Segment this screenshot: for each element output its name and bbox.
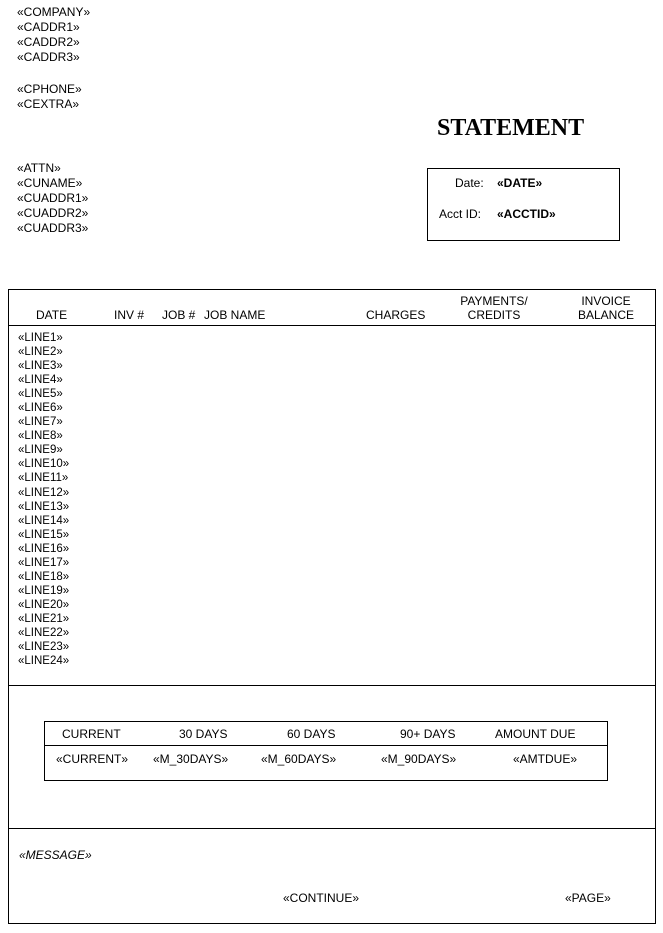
- line-item: «LINE19»: [18, 584, 70, 597]
- line-item: «LINE4»: [18, 374, 63, 387]
- line-item: «LINE12»: [18, 486, 70, 499]
- company-name: «COMPANY»: [17, 5, 91, 19]
- company-extra: «CEXTRA»: [17, 97, 80, 111]
- customer-block: [17, 161, 88, 236]
- aging-header-current: CURRENT: [62, 727, 121, 741]
- aging-box: [44, 721, 608, 781]
- line-item: «LINE24»: [18, 655, 70, 668]
- aging-header-90: 90+ DAYS: [400, 727, 456, 741]
- col-header-balance-line1: INVOICE: [581, 294, 631, 308]
- col-header-payments: [454, 294, 534, 322]
- aging-header-30: 30 DAYS: [179, 727, 228, 741]
- line-item: «LINE3»: [18, 360, 63, 373]
- col-header-charges: CHARGES: [366, 308, 426, 322]
- acct-label: Acct ID:: [439, 207, 482, 221]
- date-label: Date:: [455, 176, 484, 190]
- customer-address-3: «CUADDR3»: [17, 221, 89, 235]
- customer-address-2: «CUADDR2»: [17, 206, 89, 220]
- aging-value-current: «CURRENT»: [56, 752, 129, 766]
- aging-divider: [45, 745, 607, 746]
- header-divider: [9, 325, 655, 326]
- line-item: «LINE20»: [18, 598, 70, 611]
- message: «MESSAGE»: [19, 848, 92, 862]
- col-header-inv: INV #: [114, 308, 145, 322]
- line-item: «LINE17»: [18, 556, 70, 569]
- customer-name: «CUNAME»: [17, 176, 83, 190]
- aging-value-60: «M_60DAYS»: [261, 752, 337, 766]
- company-contact: [17, 82, 82, 112]
- line-item: «LINE2»: [18, 346, 63, 359]
- line-item: «LINE14»: [18, 514, 70, 527]
- line-item: «LINE10»: [18, 458, 70, 471]
- acct-value: «ACCTID»: [497, 207, 556, 221]
- line-item: «LINE6»: [18, 402, 63, 415]
- aging-header-amount: AMOUNT DUE: [495, 727, 576, 741]
- line-item: «LINE13»: [18, 500, 70, 513]
- line-item: «LINE8»: [18, 430, 63, 443]
- col-header-job: JOB #: [162, 308, 196, 322]
- customer-attn: «ATTN»: [17, 161, 61, 175]
- col-header-payments-line2: CREDITS: [467, 308, 521, 322]
- company-address-2: «CADDR2»: [17, 35, 80, 49]
- lines-divider: [9, 685, 655, 686]
- company-block: [17, 5, 90, 65]
- line-item: «LINE22»: [18, 626, 70, 639]
- statement-table-frame: [8, 289, 656, 924]
- line-item: «LINE1»: [18, 332, 63, 344]
- line-items: [18, 331, 69, 668]
- company-address-1: «CADDR1»: [17, 20, 80, 34]
- account-info-box: [427, 168, 620, 241]
- col-header-date: DATE: [36, 308, 68, 322]
- customer-address-1: «CUADDR1»: [17, 191, 89, 205]
- company-address-3: «CADDR3»: [17, 50, 80, 64]
- aging-value-30: «M_30DAYS»: [153, 752, 229, 766]
- col-header-payments-line1: PAYMENTS/: [460, 294, 528, 308]
- date-value: «DATE»: [497, 176, 543, 190]
- line-item: «LINE21»: [18, 612, 70, 625]
- line-item: «LINE7»: [18, 416, 63, 429]
- aging-header-60: 60 DAYS: [287, 727, 336, 741]
- col-header-balance-line2: BALANCE: [577, 308, 635, 322]
- col-header-balance: [566, 294, 646, 322]
- line-item: «LINE18»: [18, 570, 70, 583]
- line-item: «LINE11»: [18, 472, 69, 485]
- line-item: «LINE23»: [18, 641, 70, 654]
- line-item: «LINE5»: [18, 388, 63, 401]
- footer-divider: [9, 828, 655, 829]
- page-field: «PAGE»: [565, 891, 611, 905]
- col-header-job-name: JOB NAME: [204, 308, 266, 322]
- aging-value-amount: «AMTDUE»: [513, 752, 578, 766]
- aging-value-90: «M_90DAYS»: [381, 752, 457, 766]
- line-item: «LINE9»: [18, 444, 63, 457]
- continue-field: «CONTINUE»: [283, 891, 360, 905]
- line-item: «LINE15»: [18, 528, 70, 541]
- company-phone: «CPHONE»: [17, 82, 82, 96]
- statement-title: STATEMENT: [437, 115, 585, 141]
- line-item: «LINE16»: [18, 542, 70, 555]
